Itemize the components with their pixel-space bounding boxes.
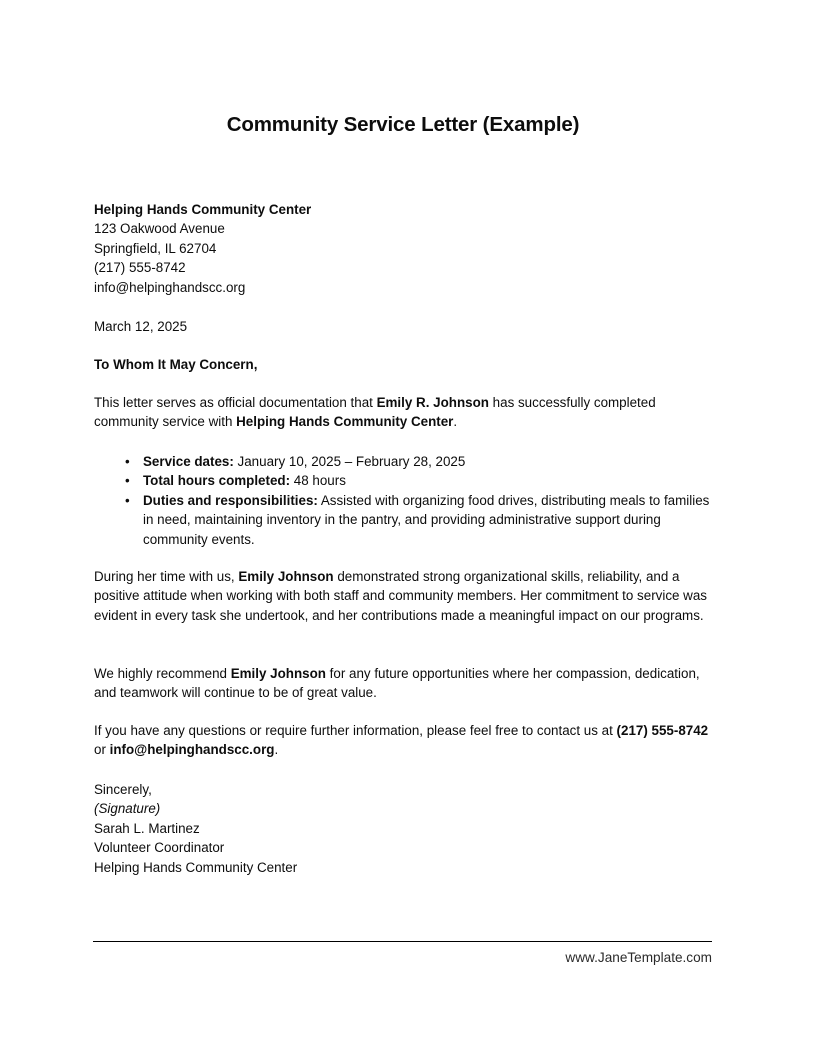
signatory-name: Sarah L. Martinez bbox=[94, 820, 200, 836]
recommendation-text-part1: We highly recommend bbox=[94, 666, 231, 681]
contact-paragraph bbox=[94, 721, 712, 760]
recommendation-paragraph bbox=[94, 664, 712, 703]
signatory-organization: Helping Hands Community Center bbox=[94, 859, 298, 875]
letter-date bbox=[94, 317, 712, 336]
bullet-icon: • bbox=[125, 473, 130, 489]
service-details-list bbox=[94, 452, 712, 549]
detail-value: January 10, 2025 – February 28, 2025 bbox=[233, 454, 466, 469]
performance-paragraph bbox=[94, 567, 712, 625]
signature-placeholder: (Signature) bbox=[94, 801, 161, 817]
bullet-icon: • bbox=[125, 492, 130, 508]
salutation-text: To Whom It May Concern, bbox=[94, 357, 258, 372]
recommendation-volunteer-name: Emily Johnson bbox=[230, 666, 326, 681]
intro-paragraph bbox=[94, 393, 712, 432]
list-item bbox=[94, 471, 712, 490]
detail-value: Assisted with organizing food drives, distributing meals to families in need, maintaining inventory in the pantry, and providing administrative support during community events. bbox=[143, 492, 710, 547]
signature-block bbox=[94, 780, 712, 877]
letterhead-street: 123 Oakwood Avenue bbox=[94, 221, 225, 237]
page-title: Community Service Letter (Example) bbox=[226, 113, 580, 136]
contact-phone: (217) 555-8742 bbox=[616, 723, 709, 738]
contact-text-part3: . bbox=[274, 742, 279, 758]
contact-text-part1: If you have any questions or require further information, please feel free to contact us at bbox=[94, 723, 617, 738]
performance-text-part1: During her time with us, bbox=[94, 569, 239, 584]
detail-label: Duties and responsibilities: bbox=[143, 492, 318, 508]
list-item bbox=[94, 452, 712, 471]
intro-text-part1: This letter serves as official documentation that bbox=[94, 395, 377, 410]
performance-volunteer-name: Emily Johnson bbox=[238, 569, 334, 584]
contact-email: info@helpinghandscc.org bbox=[109, 742, 275, 758]
detail-label: Total hours completed: bbox=[143, 473, 291, 489]
salutation bbox=[94, 355, 712, 374]
signatory-job-title: Volunteer Coordinator bbox=[94, 840, 225, 856]
letterhead-block bbox=[94, 200, 712, 297]
footer-website: www.JaneTemplate.com bbox=[565, 950, 712, 965]
letterhead-city-state-zip: Springfield, IL 62704 bbox=[94, 240, 217, 256]
footer-divider bbox=[93, 941, 712, 942]
letterhead-organization: Helping Hands Community Center bbox=[94, 202, 312, 217]
contact-text-part2: or bbox=[94, 742, 110, 758]
signature-closing: Sincerely, bbox=[94, 782, 152, 797]
intro-organization: Helping Hands Community Center bbox=[236, 414, 454, 430]
detail-label: Service dates: bbox=[143, 454, 234, 469]
intro-text-part2: has successfully completed community service with bbox=[94, 395, 656, 430]
performance-text-part2: demonstrated strong organizational skills, reliability, and a positive attitude when working with both staff and community members. Her commitment to service was evident in every task she undertook, and her contributions made a meaningful impact on our programs. bbox=[94, 569, 707, 623]
letter-date-value: March 12, 2025 bbox=[94, 319, 188, 334]
list-item bbox=[94, 491, 712, 549]
recommendation-text-part2: for any future opportunities where her compassion, dedication, and teamwork will continue to be of great value. bbox=[94, 666, 700, 701]
intro-text-part3: . bbox=[453, 414, 458, 430]
detail-value: 48 hours bbox=[290, 473, 346, 489]
intro-volunteer-name: Emily R. Johnson bbox=[376, 395, 489, 410]
letterhead-email: info@helpinghandscc.org bbox=[94, 279, 246, 295]
letterhead-phone: (217) 555-8742 bbox=[94, 260, 186, 276]
bullet-icon: • bbox=[125, 454, 130, 469]
